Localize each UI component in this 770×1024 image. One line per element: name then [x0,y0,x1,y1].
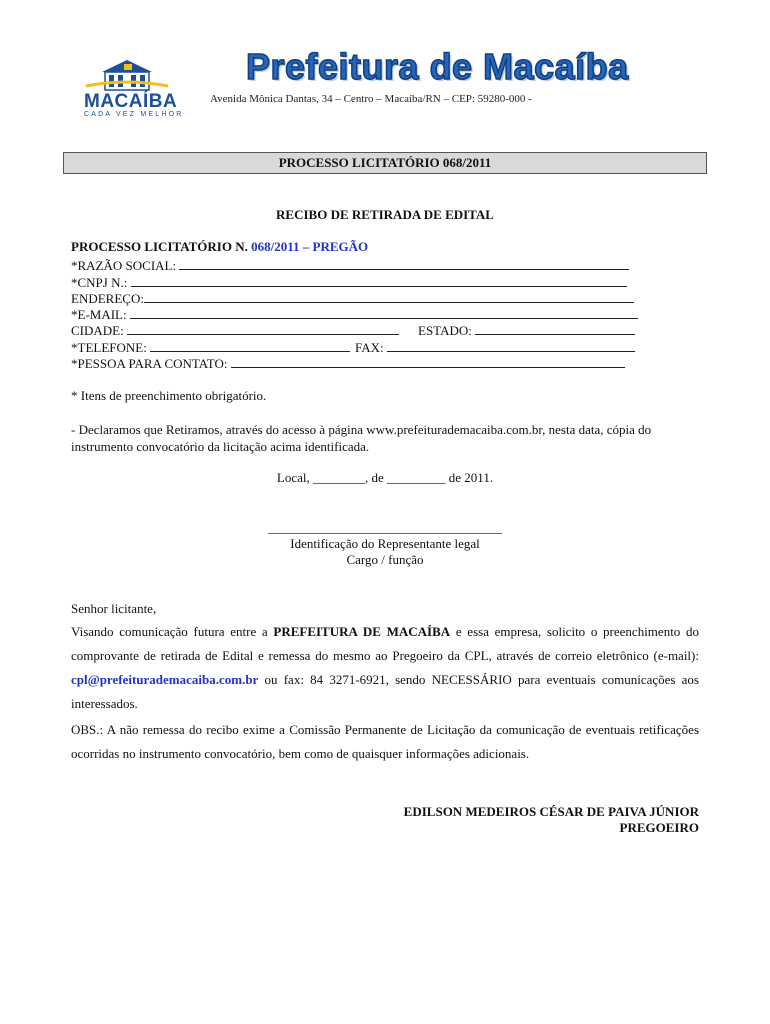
process-line [71,239,368,255]
signature-role: Cargo / função [346,552,424,567]
signature-line: ____________________________________ [268,520,502,535]
field-pessoa-contato[interactable] [71,355,625,372]
field-label: *CNPJ N.: [71,275,131,290]
local-date-line: Local, ________, de _________ de 2011. [276,470,494,485]
field-cnpj[interactable] [71,274,627,291]
signer-role: PREGOEIRO [619,820,699,835]
field-label: ESTADO: [418,323,476,338]
signer-name: EDILSON MEDEIROS CÉSAR DE PAIVA JÚNIOR [403,804,699,819]
required-note: * Itens de preenchimento obrigatório. [71,388,267,403]
process-title-box: PROCESSO LICITATÓRIO 068/2011 [63,152,707,174]
process-number: 068/2011 – PREGÃO [251,239,369,254]
field-estado[interactable] [418,322,635,339]
field-telefone[interactable] [71,339,350,356]
field-label: *RAZÃO SOCIAL: [71,258,180,273]
field-label: *PESSOA PARA CONTATO: [71,356,231,371]
header-address: Avenida Mônica Dantas, 34 – Centro – Macaíba/RN – CEP: 59280-000 - [210,93,532,105]
greeting: Senhor licitante, [71,601,157,616]
field-label: *TELEFONE: [71,340,151,355]
field-label: *E-MAIL: [71,307,130,322]
field-fax[interactable] [355,339,635,356]
field-label: CIDADE: [71,323,127,338]
body-org-name: PREFEITURA DE MACAÍBA [273,624,451,639]
field-razao-social[interactable] [71,257,629,274]
field-label: ENDEREÇO: [71,291,144,306]
email-link[interactable]: cpl@prefeiturademacaiba.com.br [71,672,259,687]
body-text: e essa empresa, solicito o preenchimento do comprovante de retirada de Edital e remessa do mesmo ao Pregoeiro da CPL, através de correio eletrônico (e-mail): [71,624,699,663]
field-label: FAX: [355,340,387,355]
field-endereco[interactable] [71,290,634,307]
logo-tagline: CADA VEZ MELHOR [84,111,184,118]
body-paragraph [71,620,699,716]
body-text: ou fax: 84 3271-6921, sendo NECESSÁRIO para eventuais comunicações aos interessados. [71,672,699,711]
receipt-title: RECIBO DE RETIRADA DE EDITAL [276,207,494,222]
signature-label: Identificação do Representante legal [290,536,480,551]
brand-title: Prefeitura de Macaíba [246,46,629,87]
declaration-text: - Declaramos que Retiramos, através do acesso à página www.prefeiturademacaiba.com.br, nesta data, cópia do instrumento convocatório da licitação acima identificada. [71,422,652,454]
process-prefix: PROCESSO LICITATÓRIO N. [71,239,252,254]
logo-name: MACAÍBA [84,91,178,112]
obs-paragraph: OBS.: A não remessa do recibo exime a Comissão Permanente de Licitação da comunicação de eventuais retificações ocorridas no instrumento convocatório, bem como de quaisquer informações adicionais. [71,722,699,761]
field-cidade[interactable] [71,322,399,339]
field-email[interactable] [71,306,638,323]
body-text: Visando comunicação futura entre a [71,624,274,639]
